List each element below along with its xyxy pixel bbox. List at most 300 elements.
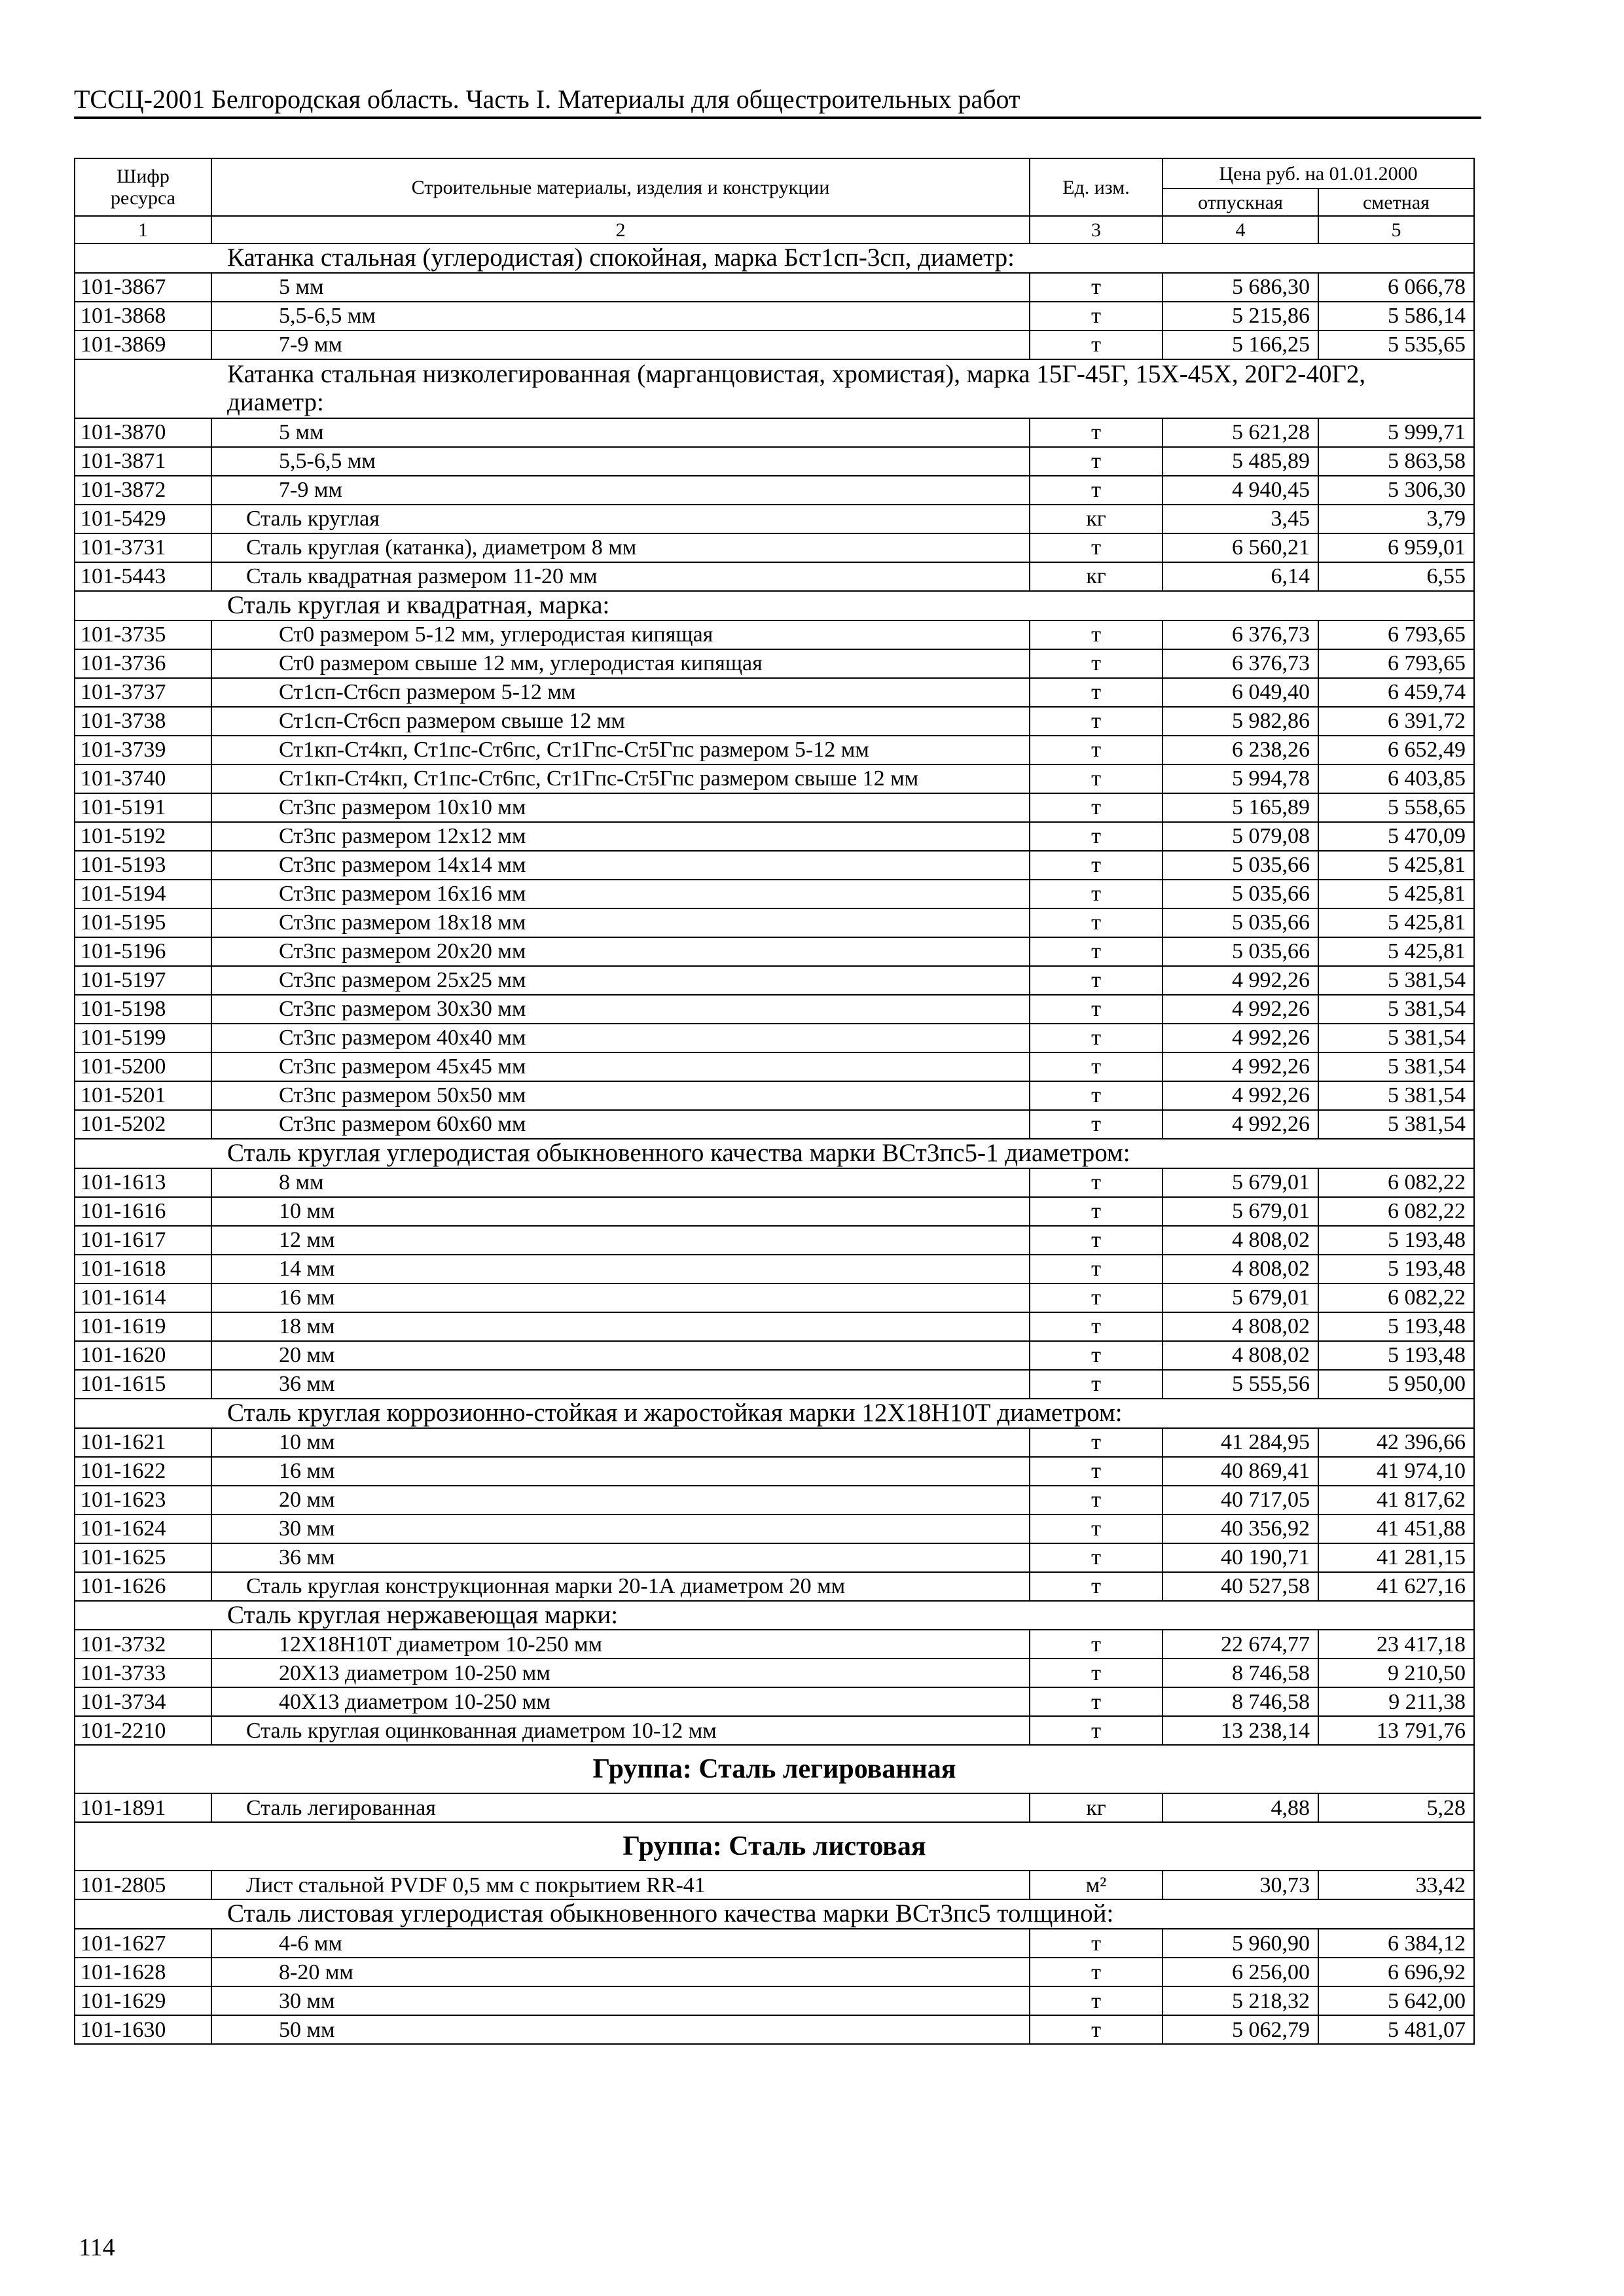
table-row (75, 649, 1474, 678)
resource-code: 101-5192 (75, 822, 211, 851)
resource-code: 101-1618 (75, 1255, 211, 1283)
resource-code: 101-1615 (75, 1370, 211, 1399)
column-number: 5 (1318, 216, 1474, 243)
table-row (75, 1630, 1474, 1659)
material-name: 18 мм (211, 1312, 1030, 1341)
unit: кг (1030, 562, 1163, 591)
table-row (75, 1515, 1474, 1543)
estimate-price: 5 863,58 (1318, 447, 1474, 476)
release-price: 13 238,14 (1163, 1716, 1318, 1745)
release-price: 5 679,01 (1163, 1168, 1318, 1197)
unit: т (1030, 2015, 1163, 2044)
unit: т (1030, 736, 1163, 764)
material-name: 36 мм (211, 1370, 1030, 1399)
table-row (75, 1958, 1474, 1986)
table-row (75, 302, 1474, 331)
unit: кг (1030, 1793, 1163, 1822)
resource-code: 101-1627 (75, 1929, 211, 1958)
material-name: Сталь круглая конструкционная марки 20-1А диаметром 20 мм (211, 1572, 1030, 1601)
release-price: 5 679,01 (1163, 1197, 1318, 1226)
estimate-price: 5 306,30 (1318, 476, 1474, 505)
unit: т (1030, 1341, 1163, 1370)
release-price: 6 256,00 (1163, 1958, 1318, 1986)
table-row (75, 1572, 1474, 1601)
material-name: 14 мм (211, 1255, 1030, 1283)
section-heading: Сталь круглая нержавеющая марки: (75, 1601, 1474, 1630)
material-name: 12 мм (211, 1226, 1030, 1255)
estimate-price: 5 381,54 (1318, 966, 1474, 995)
resource-code: 101-5194 (75, 880, 211, 908)
unit: т (1030, 966, 1163, 995)
table-row (75, 331, 1474, 359)
estimate-price: 6 652,49 (1318, 736, 1474, 764)
release-price: 6 238,26 (1163, 736, 1318, 764)
table-row (75, 1929, 1474, 1958)
release-price: 5 960,90 (1163, 1929, 1318, 1958)
unit: т (1030, 1958, 1163, 1986)
table-row (75, 1341, 1474, 1370)
resource-code: 101-3871 (75, 447, 211, 476)
unit: т (1030, 1052, 1163, 1081)
material-name: Ст3пс размером 14х14 мм (211, 851, 1030, 880)
estimate-price: 5 470,09 (1318, 822, 1474, 851)
table-row (75, 995, 1474, 1024)
unit: т (1030, 1024, 1163, 1052)
unit: т (1030, 1716, 1163, 1745)
table-row (75, 273, 1474, 302)
estimate-price: 5 999,71 (1318, 418, 1474, 447)
resource-code: 101-3732 (75, 1630, 211, 1659)
unit: м² (1030, 1871, 1163, 1899)
estimate-price: 33,42 (1318, 1871, 1474, 1899)
unit: т (1030, 707, 1163, 736)
estimate-price: 42 396,66 (1318, 1428, 1474, 1457)
material-name: Ст1сп-Ст6сп размером свыше 12 мм (211, 707, 1030, 736)
estimate-price: 6 082,22 (1318, 1197, 1474, 1226)
unit: т (1030, 1687, 1163, 1716)
column-header-name: Строительные материалы, изделия и конструкции (211, 158, 1030, 216)
estimate-price: 6 082,22 (1318, 1168, 1474, 1197)
unit: т (1030, 1630, 1163, 1659)
release-price: 5 555,56 (1163, 1370, 1318, 1399)
resource-code: 101-1629 (75, 1986, 211, 2015)
estimate-price: 6 793,65 (1318, 649, 1474, 678)
release-price: 4 808,02 (1163, 1255, 1318, 1283)
estimate-price: 6 793,65 (1318, 620, 1474, 649)
material-name: Сталь круглая (катанка), диаметром 8 мм (211, 533, 1030, 562)
resource-code: 101-5193 (75, 851, 211, 880)
group-heading-row (75, 1745, 1474, 1793)
release-price: 4 992,26 (1163, 1052, 1318, 1081)
unit: т (1030, 1428, 1163, 1457)
resource-code: 101-5199 (75, 1024, 211, 1052)
material-name: Ст3пс размером 12х12 мм (211, 822, 1030, 851)
running-title: ТССЦ-2001 Белгородская область. Часть I. Материалы для общестроительных работ (74, 84, 1020, 114)
estimate-price: 5 381,54 (1318, 1081, 1474, 1110)
release-price: 22 674,77 (1163, 1630, 1318, 1659)
unit: т (1030, 1929, 1163, 1958)
unit: т (1030, 1168, 1163, 1197)
unit: т (1030, 1283, 1163, 1312)
table-row (75, 707, 1474, 736)
estimate-price: 6 459,74 (1318, 678, 1474, 707)
group-heading: Группа: Сталь листовая (75, 1822, 1474, 1871)
resource-code: 101-3735 (75, 620, 211, 649)
estimate-price: 5 425,81 (1318, 908, 1474, 937)
group-heading: Группа: Сталь легированная (75, 1745, 1474, 1793)
unit: т (1030, 1659, 1163, 1687)
release-price: 5 485,89 (1163, 447, 1318, 476)
resource-code: 101-3872 (75, 476, 211, 505)
table-row (75, 476, 1474, 505)
release-price: 30,73 (1163, 1871, 1318, 1899)
resource-code: 101-1624 (75, 1515, 211, 1543)
table-row (75, 1052, 1474, 1081)
table-row (75, 1110, 1474, 1139)
material-name: Ст3пс размером 10х10 мм (211, 793, 1030, 822)
unit: т (1030, 1457, 1163, 1486)
release-price: 4 808,02 (1163, 1226, 1318, 1255)
unit: т (1030, 678, 1163, 707)
material-name: 36 мм (211, 1543, 1030, 1572)
material-name: 40Х13 диаметром 10-250 мм (211, 1687, 1030, 1716)
release-price: 40 356,92 (1163, 1515, 1318, 1543)
estimate-price: 5 558,65 (1318, 793, 1474, 822)
column-header-price: Цена руб. на 01.01.2000 (1163, 158, 1474, 188)
table-row (75, 937, 1474, 966)
material-name: Ст3пс размером 18х18 мм (211, 908, 1030, 937)
release-price: 5 062,79 (1163, 2015, 1318, 2044)
material-name: 5 мм (211, 273, 1030, 302)
unit: т (1030, 851, 1163, 880)
section-heading: Сталь круглая углеродистая обыкновенного качества марки ВСт3пс5-1 диаметром: (75, 1139, 1474, 1168)
material-name: Сталь легированная (211, 1793, 1030, 1822)
unit: т (1030, 476, 1163, 505)
unit: т (1030, 649, 1163, 678)
table-row (75, 1428, 1474, 1457)
unit: т (1030, 1486, 1163, 1515)
material-name: 7-9 мм (211, 331, 1030, 359)
table-row (75, 1312, 1474, 1341)
table-row (75, 1793, 1474, 1822)
material-name: 20Х13 диаметром 10-250 мм (211, 1659, 1030, 1687)
table-row (75, 1168, 1474, 1197)
estimate-price: 6 403,85 (1318, 764, 1474, 793)
resource-code: 101-3738 (75, 707, 211, 736)
unit: т (1030, 793, 1163, 822)
unit: т (1030, 1110, 1163, 1139)
estimate-price: 41 627,16 (1318, 1572, 1474, 1601)
table-row (75, 1255, 1474, 1283)
resource-code: 101-3734 (75, 1687, 211, 1716)
column-header-release-price: отпускная (1163, 188, 1318, 216)
page-number: 114 (79, 2234, 115, 2261)
column-number: 4 (1163, 216, 1318, 243)
material-name: 5 мм (211, 418, 1030, 447)
unit: т (1030, 995, 1163, 1024)
section-heading-row (75, 1899, 1474, 1929)
section-heading-row (75, 1399, 1474, 1428)
resource-code: 101-5429 (75, 505, 211, 533)
release-price: 4 992,26 (1163, 1081, 1318, 1110)
material-name: Ст3пс размером 40х40 мм (211, 1024, 1030, 1052)
estimate-price: 41 974,10 (1318, 1457, 1474, 1486)
table-row (75, 1986, 1474, 2015)
release-price: 40 869,41 (1163, 1457, 1318, 1486)
resource-code: 101-3736 (75, 649, 211, 678)
estimate-price: 9 211,38 (1318, 1687, 1474, 1716)
material-name: Ст1кп-Ст4кп, Ст1пс-Ст6пс, Ст1Гпс-Ст5Гпс размером свыше 12 мм (211, 764, 1030, 793)
resource-code: 101-3868 (75, 302, 211, 331)
estimate-price: 5 193,48 (1318, 1341, 1474, 1370)
estimate-price: 5 193,48 (1318, 1226, 1474, 1255)
table-row (75, 1543, 1474, 1572)
estimate-price: 5 193,48 (1318, 1312, 1474, 1341)
release-price: 6 560,21 (1163, 533, 1318, 562)
table-row (75, 562, 1474, 591)
release-price: 5 215,86 (1163, 302, 1318, 331)
table-row (75, 1283, 1474, 1312)
material-name: Сталь круглая (211, 505, 1030, 533)
estimate-price: 5 535,65 (1318, 331, 1474, 359)
release-price: 4 992,26 (1163, 1024, 1318, 1052)
material-name: Ст0 размером свыше 12 мм, углеродистая кипящая (211, 649, 1030, 678)
estimate-price: 41 817,62 (1318, 1486, 1474, 1515)
table-row (75, 736, 1474, 764)
resource-code: 101-3733 (75, 1659, 211, 1687)
resource-code: 101-5195 (75, 908, 211, 937)
release-price: 40 190,71 (1163, 1543, 1318, 1572)
table-row (75, 1687, 1474, 1716)
estimate-price: 5 950,00 (1318, 1370, 1474, 1399)
material-name: Ст3пс размером 50х50 мм (211, 1081, 1030, 1110)
resource-code: 101-1619 (75, 1312, 211, 1341)
section-heading-row (75, 243, 1474, 273)
release-price: 6,14 (1163, 562, 1318, 591)
unit: т (1030, 418, 1163, 447)
material-name: 50 мм (211, 2015, 1030, 2044)
section-heading-row (75, 1139, 1474, 1168)
resource-code: 101-1616 (75, 1197, 211, 1226)
resource-code: 101-1614 (75, 1283, 211, 1312)
table-row (75, 1226, 1474, 1255)
table-row (75, 620, 1474, 649)
resource-code: 101-1891 (75, 1793, 211, 1822)
material-name: Ст0 размером 5-12 мм, углеродистая кипящая (211, 620, 1030, 649)
release-price: 4 808,02 (1163, 1312, 1318, 1341)
estimate-price: 5 381,54 (1318, 1052, 1474, 1081)
estimate-price: 6 391,72 (1318, 707, 1474, 736)
release-price: 6 376,73 (1163, 620, 1318, 649)
material-name: 16 мм (211, 1457, 1030, 1486)
material-name: 10 мм (211, 1428, 1030, 1457)
estimate-price: 6 082,22 (1318, 1283, 1474, 1312)
unit: т (1030, 1515, 1163, 1543)
release-price: 5 035,66 (1163, 908, 1318, 937)
resource-code: 101-1620 (75, 1341, 211, 1370)
unit: т (1030, 1081, 1163, 1110)
material-name: 20 мм (211, 1486, 1030, 1515)
material-name: 30 мм (211, 1986, 1030, 2015)
release-price: 8 746,58 (1163, 1687, 1318, 1716)
estimate-price: 6 384,12 (1318, 1929, 1474, 1958)
resource-code: 101-5196 (75, 937, 211, 966)
resource-code: 101-5443 (75, 562, 211, 591)
release-price: 5 035,66 (1163, 937, 1318, 966)
estimate-price: 41 281,15 (1318, 1543, 1474, 1572)
unit: т (1030, 1370, 1163, 1399)
material-name: Лист стальной PVDF 0,5 мм с покрытием RR-41 (211, 1871, 1030, 1899)
table-body (75, 243, 1474, 2044)
resource-code: 101-3740 (75, 764, 211, 793)
release-price: 5 982,86 (1163, 707, 1318, 736)
estimate-price: 6 696,92 (1318, 1958, 1474, 1986)
release-price: 5 994,78 (1163, 764, 1318, 793)
resource-code: 101-3731 (75, 533, 211, 562)
release-price: 5 166,25 (1163, 331, 1318, 359)
estimate-price: 5 381,54 (1318, 1024, 1474, 1052)
estimate-price: 23 417,18 (1318, 1630, 1474, 1659)
material-name: Ст3пс размером 60х60 мм (211, 1110, 1030, 1139)
material-name: Ст3пс размером 45х45 мм (211, 1052, 1030, 1081)
column-header-unit: Ед. изм. (1030, 158, 1163, 216)
unit: т (1030, 533, 1163, 562)
resource-code: 101-1621 (75, 1428, 211, 1457)
table-row (75, 678, 1474, 707)
table-row (75, 1370, 1474, 1399)
material-name: Ст1кп-Ст4кп, Ст1пс-Ст6пс, Ст1Гпс-Ст5Гпс размером 5-12 мм (211, 736, 1030, 764)
estimate-price: 5 425,81 (1318, 937, 1474, 966)
unit: т (1030, 302, 1163, 331)
release-price: 5 621,28 (1163, 418, 1318, 447)
table-row (75, 851, 1474, 880)
column-number: 1 (75, 216, 211, 243)
column-number: 2 (211, 216, 1030, 243)
unit: т (1030, 1255, 1163, 1283)
material-name: Ст1сп-Ст6сп размером 5-12 мм (211, 678, 1030, 707)
unit: т (1030, 1572, 1163, 1601)
resource-code: 101-5197 (75, 966, 211, 995)
release-price: 4,88 (1163, 1793, 1318, 1822)
estimate-price: 5 642,00 (1318, 1986, 1474, 2015)
resource-code: 101-3737 (75, 678, 211, 707)
unit: т (1030, 908, 1163, 937)
release-price: 5 035,66 (1163, 851, 1318, 880)
unit: т (1030, 1543, 1163, 1572)
resource-code: 101-1617 (75, 1226, 211, 1255)
release-price: 4 940,45 (1163, 476, 1318, 505)
section-heading-row (75, 359, 1474, 418)
resource-code: 101-1628 (75, 1958, 211, 1986)
estimate-price: 6,55 (1318, 562, 1474, 591)
release-price: 5 218,32 (1163, 1986, 1318, 2015)
estimate-price: 6 959,01 (1318, 533, 1474, 562)
material-name: 10 мм (211, 1197, 1030, 1226)
resource-code: 101-5202 (75, 1110, 211, 1139)
resource-code: 101-3867 (75, 273, 211, 302)
material-name: 5,5-6,5 мм (211, 447, 1030, 476)
material-name: Сталь круглая оцинкованная диаметром 10-12 мм (211, 1716, 1030, 1745)
unit: т (1030, 937, 1163, 966)
estimate-price: 6 066,78 (1318, 273, 1474, 302)
table-row (75, 793, 1474, 822)
material-name: 30 мм (211, 1515, 1030, 1543)
table-row (75, 966, 1474, 995)
material-name: Ст3пс размером 30х30 мм (211, 995, 1030, 1024)
section-heading: Катанка стальная низколегированная (марганцовистая, хромистая), марка 15Г-45Г, 15Х-45Х, 20Г2-40Г2, диаметр: (75, 359, 1474, 418)
unit: т (1030, 1226, 1163, 1255)
material-name: 16 мм (211, 1283, 1030, 1312)
unit: кг (1030, 505, 1163, 533)
resource-code: 101-1630 (75, 2015, 211, 2044)
estimate-price: 5 381,54 (1318, 1110, 1474, 1139)
table-row (75, 822, 1474, 851)
resource-code: 101-5191 (75, 793, 211, 822)
material-name: 7-9 мм (211, 476, 1030, 505)
resource-code: 101-1623 (75, 1486, 211, 1515)
release-price: 8 746,58 (1163, 1659, 1318, 1687)
resource-code: 101-3870 (75, 418, 211, 447)
material-name: 8 мм (211, 1168, 1030, 1197)
table-row (75, 880, 1474, 908)
unit: т (1030, 880, 1163, 908)
section-heading: Сталь круглая коррозионно-стойкая и жаростойкая марки 12Х18Н10Т диаметром: (75, 1399, 1474, 1428)
table-row (75, 1081, 1474, 1110)
release-price: 5 035,66 (1163, 880, 1318, 908)
release-price: 5 165,89 (1163, 793, 1318, 822)
resource-code: 101-1622 (75, 1457, 211, 1486)
material-name: Ст3пс размером 20х20 мм (211, 937, 1030, 966)
release-price: 40 527,58 (1163, 1572, 1318, 1601)
column-header-estimate-price: сметная (1318, 188, 1474, 216)
resource-code: 101-1625 (75, 1543, 211, 1572)
material-name: 4-6 мм (211, 1929, 1030, 1958)
section-heading: Катанка стальная (углеродистая) спокойная, марка Бст1сп-3сп, диаметр: (75, 243, 1474, 273)
release-price: 5 079,08 (1163, 822, 1318, 851)
estimate-price: 3,79 (1318, 505, 1474, 533)
table-row (75, 1871, 1474, 1899)
unit: т (1030, 1312, 1163, 1341)
resource-code: 101-5200 (75, 1052, 211, 1081)
unit: т (1030, 620, 1163, 649)
unit: т (1030, 331, 1163, 359)
group-heading-row (75, 1822, 1474, 1871)
table-row (75, 1457, 1474, 1486)
table-row (75, 1197, 1474, 1226)
release-price: 5 686,30 (1163, 273, 1318, 302)
material-name: 5,5-6,5 мм (211, 302, 1030, 331)
table-row (75, 533, 1474, 562)
unit: т (1030, 822, 1163, 851)
title-rule (74, 117, 1481, 119)
unit: т (1030, 1986, 1163, 2015)
release-price: 6 376,73 (1163, 649, 1318, 678)
section-heading-row (75, 591, 1474, 620)
material-name: 20 мм (211, 1341, 1030, 1370)
section-heading: Сталь круглая и квадратная, марка: (75, 591, 1474, 620)
material-name: 8-20 мм (211, 1958, 1030, 1986)
table-row (75, 2015, 1474, 2044)
resource-code: 101-1613 (75, 1168, 211, 1197)
table-row (75, 418, 1474, 447)
unit: т (1030, 1197, 1163, 1226)
release-price: 4 808,02 (1163, 1341, 1318, 1370)
material-name: 12Х18Н10Т диаметром 10-250 мм (211, 1630, 1030, 1659)
table-row (75, 447, 1474, 476)
price-table (74, 158, 1475, 2045)
unit: т (1030, 764, 1163, 793)
resource-code: 101-1626 (75, 1572, 211, 1601)
